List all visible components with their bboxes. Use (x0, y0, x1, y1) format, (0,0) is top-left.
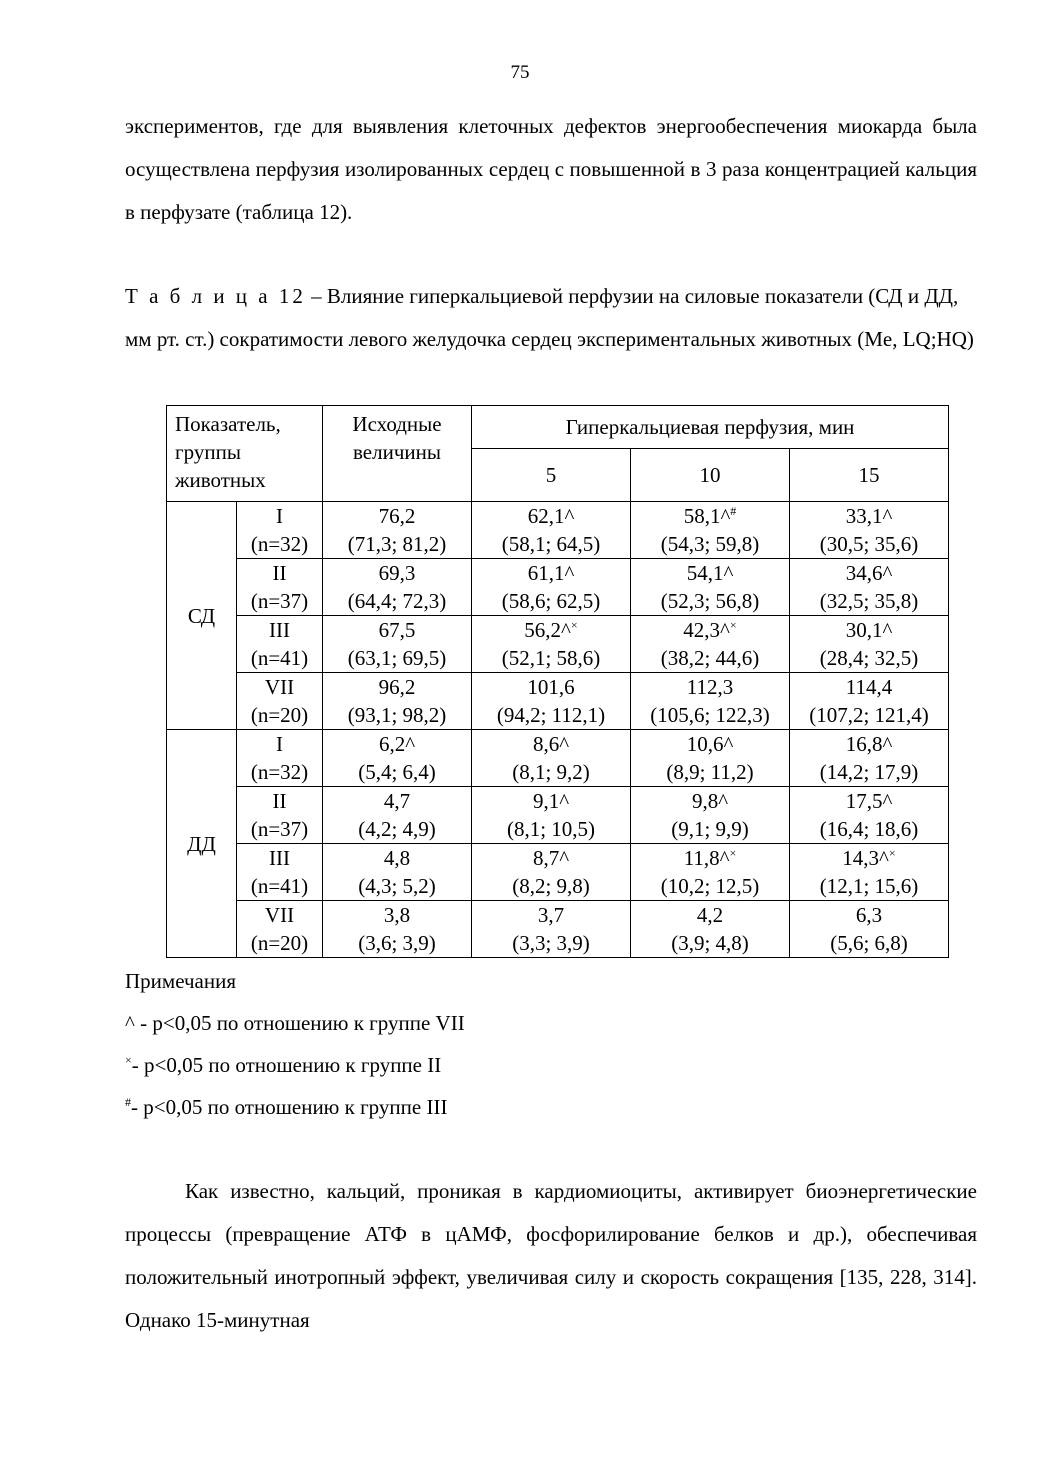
note-text: ^ - p<0,05 по отношению к группе VII (125, 1011, 465, 1035)
group-size: (n=37) (250, 589, 309, 613)
median-value: 9,8^ (691, 789, 729, 813)
value-cell (472, 559, 631, 616)
median-line (631, 559, 789, 587)
value-cell (790, 502, 949, 559)
value-cell (790, 901, 949, 958)
median-line (472, 673, 630, 701)
quartile-range: (64,4; 72,3) (347, 589, 447, 613)
median-line (323, 673, 471, 701)
median-value: 42,3^ (683, 618, 730, 642)
group-cell (237, 844, 323, 901)
value-cell (472, 787, 631, 844)
median-value: 8,6^ (532, 732, 570, 756)
median-line (631, 730, 789, 758)
value-cell (790, 787, 949, 844)
median-value: 8,7^ (532, 846, 570, 870)
value-cell (323, 502, 472, 559)
group-label: III (269, 618, 290, 642)
median-line (790, 844, 948, 872)
median-line (790, 730, 948, 758)
closing-paragraph (125, 1170, 977, 1342)
value-cell (631, 787, 790, 844)
intro-paragraph: экспериментов, где для выявления клеточных дефектов энергообеспечения миокарда была осуществлена перфузия изолированных сердец с повышенной в 3 раза концентрацией кальция в перфузате (таблица 12). (125, 114, 977, 224)
median-value: 11,8^ (683, 846, 730, 870)
quartile-range: (8,2; 9,8) (512, 874, 590, 898)
note-item (125, 1044, 465, 1086)
group-cell (237, 901, 323, 958)
value-cell (790, 844, 949, 901)
median-value: 14,3^ (842, 846, 889, 870)
quartile-range: (3,3; 3,9) (512, 931, 590, 955)
table-caption-label: Т а б л и ц а 12 (125, 284, 306, 308)
value-cell (631, 730, 790, 787)
group-label: III (269, 846, 290, 870)
results-table (166, 405, 949, 958)
median-line (472, 730, 630, 758)
note-mark: # (125, 1095, 131, 1109)
quartile-range: (38,2; 44,6) (660, 646, 760, 670)
value-cell (472, 502, 631, 559)
quartile-range: (32,5; 35,8) (819, 589, 919, 613)
value-cell (472, 616, 631, 673)
value-cell (631, 901, 790, 958)
table-row (167, 559, 949, 616)
header-minute-15: 15 (790, 449, 949, 502)
group-size: (n=20) (250, 931, 309, 955)
quartile-range: (105,6; 122,3) (650, 703, 770, 727)
value-cell (631, 844, 790, 901)
significance-mark: × (729, 618, 737, 632)
significance-mark: × (570, 618, 578, 632)
median-line (790, 673, 948, 701)
quartile-range: (28,4; 32,5) (819, 646, 919, 670)
median-value: 76,2 (378, 504, 416, 528)
quartile-range: (63,1; 69,5) (347, 646, 447, 670)
quartile-range: (54,3; 59,8) (660, 532, 760, 556)
median-value: 58,1^ (683, 504, 731, 528)
quartile-range: (58,6; 62,5) (501, 589, 601, 613)
median-line (323, 616, 471, 644)
quartile-range: (94,2; 112,1) (496, 703, 606, 727)
median-line (323, 787, 471, 815)
quartile-range: (3,6; 3,9) (358, 931, 436, 955)
median-value: 17,5^ (845, 789, 893, 813)
table-row (167, 502, 949, 559)
median-value: 10,6^ (686, 732, 734, 756)
median-line (323, 730, 471, 758)
value-cell (631, 616, 790, 673)
median-line (790, 901, 948, 929)
notes-title: Примечания (125, 969, 237, 993)
quartile-range: (52,1; 58,6) (501, 646, 601, 670)
group-label: I (276, 504, 283, 528)
quartile-range: (3,9; 4,8) (671, 931, 749, 955)
median-line (323, 901, 471, 929)
group-size: (n=32) (250, 760, 309, 784)
quartile-range: (14,2; 17,9) (819, 760, 919, 784)
group-label: I (276, 732, 283, 756)
value-cell (323, 673, 472, 730)
quartile-range: (58,1; 64,5) (501, 532, 601, 556)
value-cell (631, 673, 790, 730)
median-line (323, 844, 471, 872)
quartile-range: (4,2; 4,9) (358, 817, 436, 841)
median-line (631, 616, 789, 644)
table-row (167, 616, 949, 673)
quartile-range: (71,3; 81,2) (347, 532, 447, 556)
significance-mark: × (888, 846, 896, 860)
median-value: 3,8 (383, 903, 411, 927)
median-value: 101,6 (527, 675, 575, 699)
group-size: (n=20) (250, 703, 309, 727)
value-cell (790, 730, 949, 787)
group-cell (237, 502, 323, 559)
quartile-range: (5,4; 6,4) (358, 760, 436, 784)
quartile-range: (8,1; 9,2) (512, 760, 590, 784)
quartile-range: (16,4; 18,6) (819, 817, 919, 841)
median-line (790, 502, 948, 530)
median-value: 69,3 (378, 561, 416, 585)
median-value: 54,1^ (686, 561, 734, 585)
closing-paragraph-text: Как известно, кальций, проникая в кардиомиоциты, активирует биоэнергетические процессы (превращение АТФ в цАМФ, фосфорилирование белков и др.), обеспечивая положительный инотропный эффект, увеличивая силу и скорость сокращения [135, 228, 314]. Однако 15-минутная (125, 1179, 977, 1332)
value-cell (323, 559, 472, 616)
notes (125, 960, 465, 1128)
median-line (472, 616, 630, 644)
quartile-range: (30,5; 35,6) (819, 532, 919, 556)
group-label: VII (264, 675, 295, 699)
quartile-range: (52,3; 56,8) (660, 589, 760, 613)
group-cell (237, 559, 323, 616)
table-row (167, 673, 949, 730)
median-value: 61,1^ (527, 561, 575, 585)
group-size: (n=41) (250, 646, 309, 670)
median-value: 62,1^ (527, 504, 575, 528)
value-cell (323, 844, 472, 901)
median-line (472, 559, 630, 587)
note-item (125, 1086, 465, 1128)
table-caption-text: – Влияние гиперкальциевой перфузии на силовые показатели (СД и ДД, мм рт. ст.) сократимости левого желудочка сердец экспериментальных животных (Me, LQ;HQ) (125, 284, 974, 351)
quartile-range: (5,6; 6,8) (830, 931, 908, 955)
group-cell (237, 730, 323, 787)
median-value: 67,5 (378, 618, 416, 642)
median-value: 114,4 (845, 675, 893, 699)
note-item (125, 1002, 465, 1044)
header-perfusion: Гиперкальциевая перфузия, мин (472, 406, 949, 449)
value-cell (790, 673, 949, 730)
median-line (790, 616, 948, 644)
median-value: 4,7 (383, 789, 411, 813)
value-cell (472, 730, 631, 787)
median-value: 33,1^ (845, 504, 893, 528)
header-minute-5: 5 (472, 449, 631, 502)
group-label: II (272, 561, 287, 585)
note-text: - p<0,05 по отношению к группе II (131, 1053, 442, 1077)
median-line (323, 502, 471, 530)
median-line (631, 844, 789, 872)
value-cell (323, 730, 472, 787)
group-size: (n=32) (250, 532, 309, 556)
median-line (790, 787, 948, 815)
value-cell (472, 901, 631, 958)
quartile-range: (107,2; 121,4) (809, 703, 929, 727)
median-value: 30,1^ (845, 618, 893, 642)
header-minute-10: 10 (631, 449, 790, 502)
note-mark: × (125, 1053, 132, 1067)
median-line (472, 502, 630, 530)
quartile-range: (12,1; 15,6) (819, 874, 919, 898)
table-row (167, 844, 949, 901)
quartile-range: (4,3; 5,2) (358, 874, 436, 898)
median-line (472, 844, 630, 872)
table-row (167, 901, 949, 958)
value-cell (631, 502, 790, 559)
value-cell (323, 787, 472, 844)
metric-label: ДД (167, 730, 237, 958)
group-label: II (272, 789, 287, 813)
median-line (631, 502, 789, 530)
page-number: 75 (510, 62, 530, 83)
median-value: 3,7 (537, 903, 565, 927)
median-line (631, 673, 789, 701)
median-line (323, 559, 471, 587)
median-line (472, 787, 630, 815)
median-value: 56,2^ (524, 618, 571, 642)
median-line (790, 559, 948, 587)
median-value: 4,2 (696, 903, 724, 927)
value-cell (472, 673, 631, 730)
table-row (167, 730, 949, 787)
value-cell (790, 559, 949, 616)
quartile-range: (9,1; 9,9) (671, 817, 749, 841)
median-line (631, 901, 789, 929)
quartile-range: (8,1; 10,5) (506, 817, 596, 841)
metric-label: СД (167, 502, 237, 730)
header-initial: Исходные величины (323, 406, 472, 502)
significance-mark: # (730, 504, 737, 518)
table-caption (125, 275, 985, 361)
median-value: 6,2^ (378, 732, 416, 756)
median-line (472, 901, 630, 929)
value-cell (790, 616, 949, 673)
median-value: 4,8 (383, 846, 411, 870)
header-indicator: Показатель, группы животных (167, 406, 323, 502)
value-cell (631, 559, 790, 616)
quartile-range: (93,1; 98,2) (347, 703, 447, 727)
quartile-range: (8,9; 11,2) (666, 760, 754, 784)
median-value: 16,8^ (845, 732, 893, 756)
median-value: 34,6^ (845, 561, 893, 585)
table-row (167, 787, 949, 844)
note-text: - p<0,05 по отношению к группе III (131, 1095, 448, 1119)
median-value: 112,3 (686, 675, 734, 699)
group-cell (237, 673, 323, 730)
value-cell (323, 616, 472, 673)
value-cell (472, 844, 631, 901)
group-cell (237, 616, 323, 673)
significance-mark: × (729, 846, 737, 860)
group-size: (n=37) (250, 817, 309, 841)
median-value: 9,1^ (532, 789, 570, 813)
group-label: VII (264, 903, 295, 927)
value-cell (323, 901, 472, 958)
median-value: 6,3 (855, 903, 883, 927)
median-line (631, 787, 789, 815)
group-cell (237, 787, 323, 844)
median-value: 96,2 (378, 675, 416, 699)
quartile-range: (10,2; 12,5) (660, 874, 760, 898)
group-size: (n=41) (250, 874, 309, 898)
